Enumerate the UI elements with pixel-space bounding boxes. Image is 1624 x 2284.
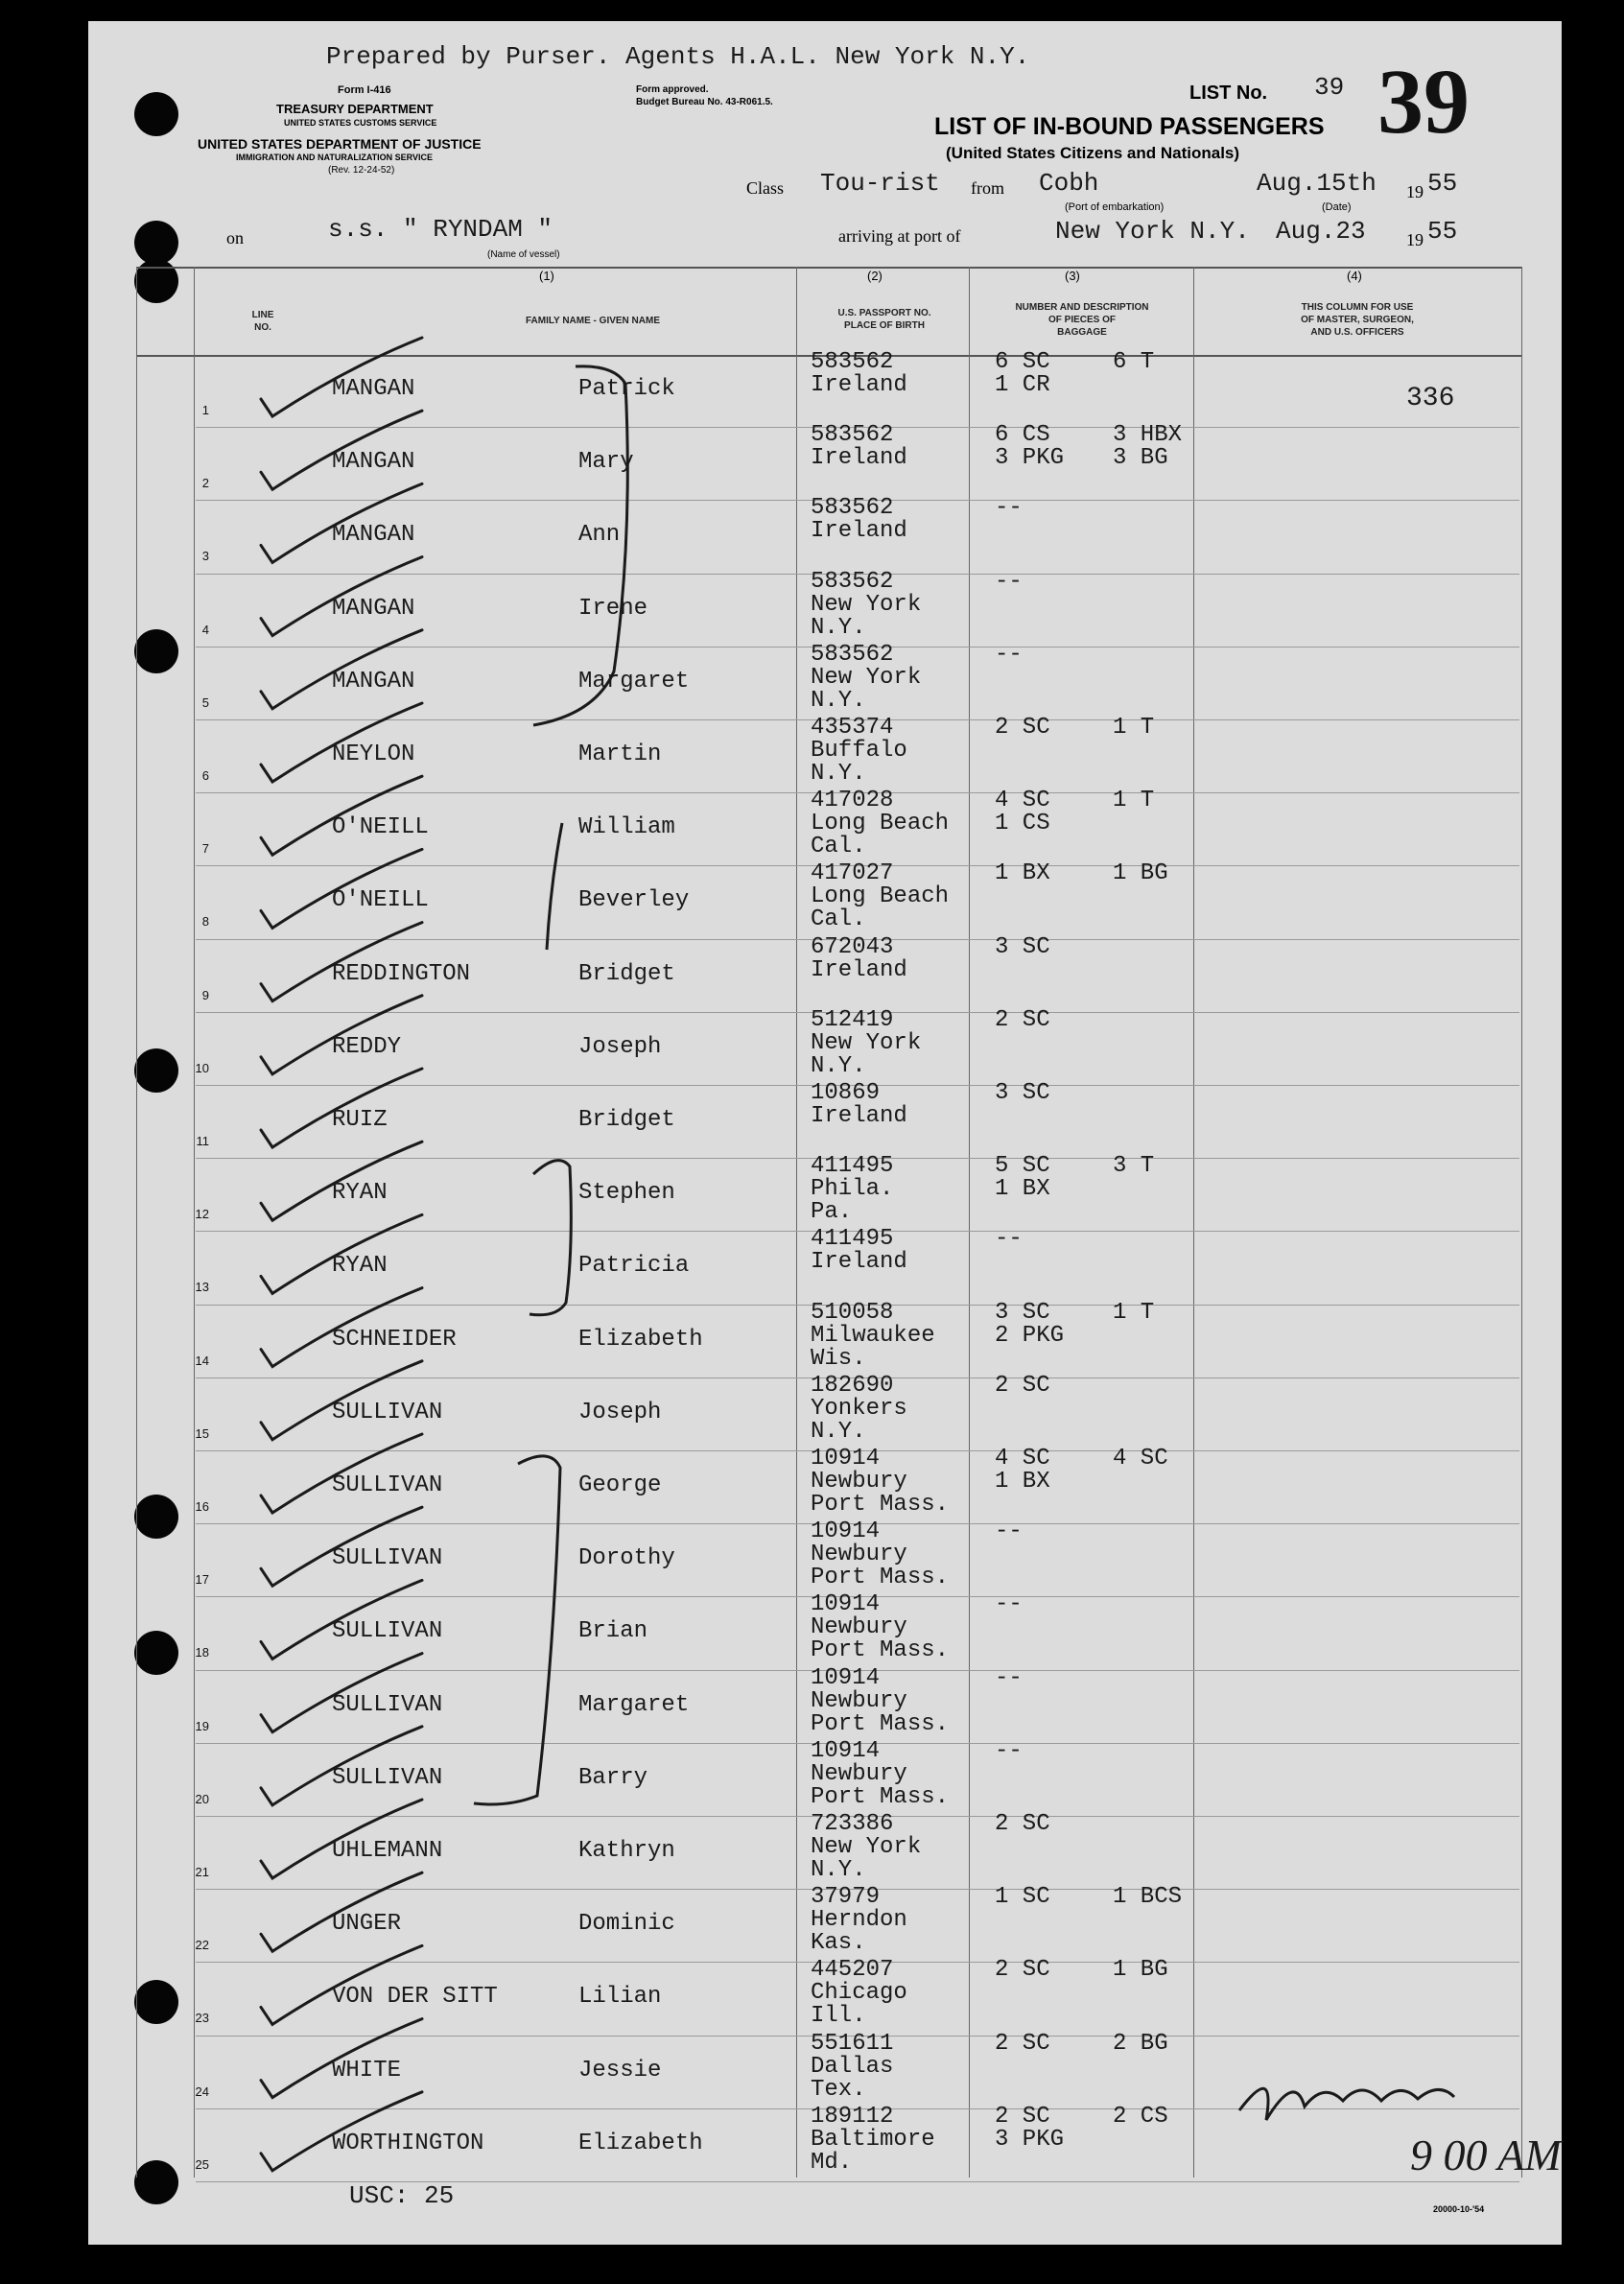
arriving-label: arriving at port of xyxy=(838,226,961,246)
given-name: Margaret xyxy=(578,1691,690,1718)
baggage-secondary: 1 T xyxy=(1113,715,1155,741)
line-number: 24 xyxy=(195,2084,209,2099)
given-name: Lilian xyxy=(578,1984,662,2011)
given-name: Martin xyxy=(578,742,662,767)
checkmark xyxy=(261,1580,422,1659)
list-no-typed: 39 xyxy=(1314,73,1345,102)
given-name: Dorothy xyxy=(578,1545,675,1572)
passport-and-birthplace: 10914 Newbury Port Mass. xyxy=(811,1664,950,1737)
checkmark xyxy=(261,338,422,416)
baggage-secondary: 4 SC xyxy=(1113,1446,1168,1472)
line-number: 18 xyxy=(195,1645,209,1660)
passport-and-birthplace: 10914 Newbury Port Mass. xyxy=(811,1519,950,1591)
given-name: Dominic xyxy=(578,1911,675,1938)
baggage-primary: 2 SC xyxy=(995,1006,1050,1033)
checkmark xyxy=(261,923,422,1001)
given-name: Elizabeth xyxy=(578,1326,703,1353)
checkmark xyxy=(261,483,422,562)
passport-and-birthplace: 10869 Ireland xyxy=(811,1080,907,1129)
immigration-service: IMMIGRATION AND NATURALIZATION SERVICE xyxy=(236,153,433,162)
checkmark xyxy=(261,557,422,636)
family-name: SULLIVAN xyxy=(332,1399,443,1425)
family-name: SULLIVAN xyxy=(332,1691,443,1718)
family-name: SULLIVAN xyxy=(332,1618,443,1645)
family-name: O'NEILL xyxy=(332,814,429,841)
checkmark xyxy=(261,1288,422,1367)
bracket-sullivan xyxy=(474,1456,560,1804)
col2-number: (2) xyxy=(867,269,883,283)
bracket-oneill xyxy=(547,823,562,950)
passport-and-birthplace: 435374 Buffalo N.Y. xyxy=(811,715,907,787)
family-name: MANGAN xyxy=(332,376,415,402)
checkmark xyxy=(261,703,422,782)
baggage-primary: 4 SC 1 CS xyxy=(995,788,1050,837)
checkmark xyxy=(261,1361,422,1440)
prepared-by-line: Prepared by Purser. Agents H.A.L. New York N.Y. xyxy=(326,42,1030,71)
given-name: Kathryn xyxy=(578,1838,675,1864)
family-name: MANGAN xyxy=(332,522,415,549)
department-of-justice: UNITED STATES DEPARTMENT OF JUSTICE xyxy=(198,136,482,152)
year-prefix: 19 xyxy=(1406,182,1424,201)
date-caption: (Date) xyxy=(1322,201,1352,213)
line-number: 11 xyxy=(196,1134,209,1148)
embarkation-caption: (Port of embarkation) xyxy=(1065,201,1165,213)
given-name: Mary xyxy=(578,449,634,476)
line-number: 21 xyxy=(195,1865,209,1879)
given-name: Bridget xyxy=(578,960,675,987)
family-name: VON DER SITT xyxy=(332,1984,498,2011)
baggage-primary: 3 SC 2 PKG xyxy=(995,1299,1065,1349)
class-value: Tou-rist xyxy=(820,169,940,198)
form-subtitle: (United States Citizens and Nationals) xyxy=(946,144,1240,162)
family-name: O'NEILL xyxy=(332,887,429,914)
checkmark xyxy=(261,1434,422,1513)
checkmark xyxy=(261,996,422,1074)
baggage-primary: 6 CS 3 PKG xyxy=(995,422,1065,472)
line-number: 4 xyxy=(201,622,209,637)
line-number: 9 xyxy=(201,987,209,1002)
given-name: Ann xyxy=(578,522,621,549)
line-number: 12 xyxy=(195,1207,209,1222)
given-name: Joseph xyxy=(578,1399,662,1425)
from-label: from xyxy=(971,178,1004,198)
family-name: UHLEMANN xyxy=(332,1838,443,1864)
line-number: 14 xyxy=(195,1353,209,1368)
baggage-primary: 1 BX xyxy=(995,860,1050,887)
list-no-stamp: 39 xyxy=(1377,50,1470,153)
passport-and-birthplace: 583562 New York N.Y. xyxy=(811,641,922,714)
checkmark xyxy=(261,776,422,855)
passport-and-birthplace: 411495 Phila. Pa. xyxy=(811,1153,894,1226)
checkmark xyxy=(261,1507,422,1586)
given-name: Patrick xyxy=(578,376,675,402)
baggage-primary: -- xyxy=(995,1737,1023,1764)
checkmark xyxy=(261,630,422,709)
form-print-code: 20000-10-'54 xyxy=(1433,2204,1485,2214)
line-number: 7 xyxy=(201,841,209,857)
line-number: 3 xyxy=(201,549,209,564)
checkmark xyxy=(261,1800,422,1878)
line-number: 10 xyxy=(195,1060,209,1075)
form-title: LIST OF IN-BOUND PASSENGERS xyxy=(934,113,1325,140)
line-number: 22 xyxy=(195,1938,209,1953)
passport-and-birthplace: 551611 Dallas Tex. xyxy=(811,2030,894,2103)
family-name: MANGAN xyxy=(332,668,415,695)
vessel-name: s.s. " RYNDAM " xyxy=(328,215,553,244)
checkmark xyxy=(261,1872,422,1951)
arrival-year: 55 xyxy=(1427,217,1458,246)
line-number: 17 xyxy=(195,1572,209,1588)
checkmark xyxy=(261,1214,422,1293)
passport-and-birthplace: 182690 Yonkers N.Y. xyxy=(811,1372,907,1445)
line-number: 6 xyxy=(201,768,209,783)
baggage-secondary: 6 T xyxy=(1113,349,1155,375)
baggage-secondary: 1 T xyxy=(1113,1299,1155,1326)
col3-number: (3) xyxy=(1065,269,1080,283)
checkmark xyxy=(261,1945,422,2024)
given-name: George xyxy=(578,1472,662,1498)
family-name: MANGAN xyxy=(332,449,415,476)
family-name: WORTHINGTON xyxy=(332,2130,484,2156)
checkmark xyxy=(261,1654,422,1732)
checkmark xyxy=(261,1142,422,1220)
family-name: SULLIVAN xyxy=(332,1764,443,1791)
baggage-secondary: 3 HBX 3 BG xyxy=(1113,422,1183,472)
baggage-primary: -- xyxy=(995,641,1023,668)
given-name: Beverley xyxy=(578,887,690,914)
family-name: MANGAN xyxy=(332,595,415,622)
form-number: Form I-416 xyxy=(338,84,391,96)
officer-signature xyxy=(1239,2088,1454,2120)
baggage-secondary: 1 BG xyxy=(1113,860,1168,887)
passport-and-birthplace: 37979 Herndon Kas. xyxy=(811,1884,907,1957)
passport-header: U.S. PASSPORT NO. PLACE OF BIRTH xyxy=(837,308,931,331)
baggage-primary: -- xyxy=(995,1519,1023,1545)
officers-header: THIS COLUMN FOR USE OF MASTER, SURGEON, AND U.S. OFFICERS xyxy=(1301,302,1414,338)
line-no-header: LINE NO. xyxy=(251,310,274,333)
passport-and-birthplace: 189112 Baltimore Md. xyxy=(811,2103,935,2176)
officer-note: 336 xyxy=(1406,384,1455,413)
embarkation-port: Cobh xyxy=(1039,169,1099,198)
family-name: SCHNEIDER xyxy=(332,1326,457,1353)
baggage-secondary: 1 BG xyxy=(1113,1957,1168,1984)
passport-and-birthplace: 10914 Newbury Port Mass. xyxy=(811,1446,950,1518)
baggage-primary: -- xyxy=(995,568,1023,595)
checkmark xyxy=(261,2019,422,2098)
passport-and-birthplace: 512419 New York N.Y. xyxy=(811,1006,922,1079)
given-name: Elizabeth xyxy=(578,2130,703,2156)
baggage-primary: -- xyxy=(995,1591,1023,1618)
class-label: Class xyxy=(746,178,785,198)
given-name: William xyxy=(578,814,675,841)
revision-date: (Rev. 12-24-52) xyxy=(328,165,395,176)
customs-service: UNITED STATES CUSTOMS SERVICE xyxy=(284,118,437,128)
baggage-secondary: 1 BCS xyxy=(1113,1884,1183,1911)
passport-and-birthplace: 417027 Long Beach Cal. xyxy=(811,860,950,933)
baggage-primary: 2 SC xyxy=(995,715,1050,741)
baggage-secondary: 2 BG xyxy=(1113,2030,1168,2057)
arrival-port: New York N.Y. xyxy=(1055,217,1250,246)
treasury-department: TREASURY DEPARTMENT xyxy=(276,102,434,116)
family-name: UNGER xyxy=(332,1911,402,1938)
passport-and-birthplace: 411495 Ireland xyxy=(811,1226,907,1276)
baggage-header: NUMBER AND DESCRIPTION OF PIECES OF BAGGAGE xyxy=(1015,302,1149,338)
family-name: SULLIVAN xyxy=(332,1545,443,1572)
given-name: Jessie xyxy=(578,2057,662,2084)
baggage-primary: 3 SC xyxy=(995,1080,1050,1106)
usc-count: USC: 25 xyxy=(349,2181,455,2210)
passport-and-birthplace: 583562 New York N.Y. xyxy=(811,568,922,641)
given-name: Margaret xyxy=(578,668,690,695)
passport-and-birthplace: 723386 New York N.Y. xyxy=(811,1811,922,1883)
embarkation-year: 55 xyxy=(1427,169,1458,198)
baggage-primary: 3 SC xyxy=(995,933,1050,960)
line-number: 1 xyxy=(201,403,209,417)
baggage-primary: -- xyxy=(995,1226,1023,1253)
baggage-primary: 5 SC 1 BX xyxy=(995,1153,1050,1203)
given-name: Brian xyxy=(578,1618,648,1645)
family-name: RYAN xyxy=(332,1253,388,1280)
family-name: RYAN xyxy=(332,1180,388,1207)
family-name: SULLIVAN xyxy=(332,1472,443,1498)
passport-and-birthplace: 672043 Ireland xyxy=(811,933,907,983)
baggage-primary: 2 SC xyxy=(995,1957,1050,1984)
passport-and-birthplace: 583562 Ireland xyxy=(811,495,907,545)
passport-and-birthplace: 10914 Newbury Port Mass. xyxy=(811,1737,950,1810)
line-number: 8 xyxy=(201,914,209,930)
checkmark xyxy=(261,1727,422,1805)
passport-and-birthplace: 445207 Chicago Ill. xyxy=(811,1957,907,2030)
checkmark xyxy=(261,849,422,928)
line-number: 23 xyxy=(195,2011,209,2026)
given-name: Bridget xyxy=(578,1107,675,1133)
passport-and-birthplace: 583562 Ireland xyxy=(811,422,907,472)
family-name: NEYLON xyxy=(332,742,415,767)
passport-and-birthplace: 10914 Newbury Port Mass. xyxy=(811,1591,950,1664)
handwritten-time: 9 00 AM xyxy=(1410,2131,1562,2179)
baggage-primary: 2 SC xyxy=(995,1372,1050,1399)
col1-number: (1) xyxy=(539,269,554,283)
line-number: 16 xyxy=(195,1499,209,1514)
family-name: WHITE xyxy=(332,2057,402,2084)
on-label: on xyxy=(226,228,244,247)
embarkation-date: Aug.15th xyxy=(1257,169,1377,198)
line-number: 25 xyxy=(195,2156,209,2172)
arrival-date: Aug.23 xyxy=(1276,217,1366,246)
baggage-secondary: 3 T xyxy=(1113,1153,1155,1180)
vessel-caption: (Name of vessel) xyxy=(487,249,560,260)
line-number: 2 xyxy=(201,476,209,491)
line-number: 20 xyxy=(195,1791,209,1806)
given-name: Patricia xyxy=(578,1253,690,1280)
checkmark xyxy=(261,411,422,489)
list-no-label: LIST No. xyxy=(1189,82,1268,104)
family-name: REDDINGTON xyxy=(332,960,471,987)
given-name: Barry xyxy=(578,1764,648,1791)
baggage-primary: 4 SC 1 BX xyxy=(995,1446,1050,1495)
name-header: FAMILY NAME - GIVEN NAME xyxy=(525,316,660,326)
line-number: 15 xyxy=(195,1425,209,1441)
budget-bureau: Budget Bureau No. 43-R061.5. xyxy=(636,97,773,107)
given-name: Joseph xyxy=(578,1033,662,1060)
bracket-ryan xyxy=(530,1161,571,1315)
line-number: 5 xyxy=(201,695,209,710)
checkmark xyxy=(261,1069,422,1147)
baggage-primary: 6 SC 1 CR xyxy=(995,349,1050,398)
passport-and-birthplace: 583562 Ireland xyxy=(811,349,907,398)
baggage-primary: -- xyxy=(995,495,1023,522)
baggage-primary: 2 SC xyxy=(995,2030,1050,2057)
passport-and-birthplace: 510058 Milwaukee Wis. xyxy=(811,1299,935,1372)
given-name: Stephen xyxy=(578,1180,675,1207)
baggage-secondary: 1 T xyxy=(1113,788,1155,814)
bracket-mangan xyxy=(533,366,627,725)
line-number: 19 xyxy=(195,1718,209,1733)
form-approved: Form approved. xyxy=(636,84,709,95)
family-name: REDDY xyxy=(332,1033,402,1060)
family-name: RUIZ xyxy=(332,1107,388,1133)
baggage-primary: 1 SC xyxy=(995,1884,1050,1911)
passport-and-birthplace: 417028 Long Beach Cal. xyxy=(811,788,950,860)
line-number: 13 xyxy=(195,1280,209,1295)
arrival-year-prefix: 19 xyxy=(1406,230,1424,249)
baggage-primary: 2 SC 3 PKG xyxy=(995,2103,1065,2153)
baggage-primary: -- xyxy=(995,1664,1023,1691)
col4-number: (4) xyxy=(1347,269,1362,283)
checkmark xyxy=(261,2092,422,2171)
baggage-primary: 2 SC xyxy=(995,1811,1050,1837)
baggage-secondary: 2 CS xyxy=(1113,2103,1168,2130)
given-name: Irene xyxy=(578,595,648,622)
